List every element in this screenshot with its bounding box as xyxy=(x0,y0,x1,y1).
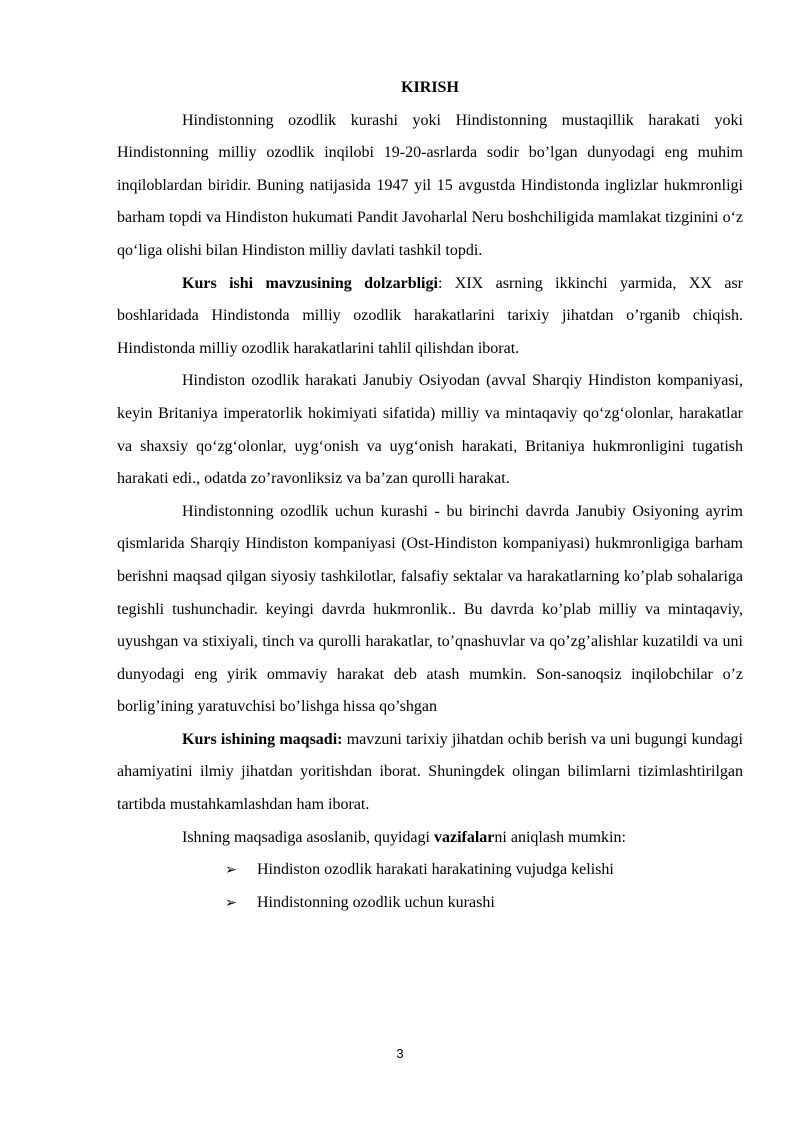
struggle-paragraph: Hindistonning ozodlik uchun kurashi - bu birinchi davrda Janubiy Osiyoning ayrim qismlarida Sharqiy Hindiston kompaniyasi (Ost-Hindiston kompaniyasi) hukmronligiga barham berishni maqsad qilgan siyosiy tashkilotlar, falsafiy sektalar va harakatlarning ko’plab sohalariga tegishli tushunchadir. keyingi davrda hukmronlik.. Bu davrda ko’plab milliy va mintaqaviy, uyushgan va stixiyali, tinch va qurolli harakatlar, to’qnashuvlar va qo’zg’alishlar kuzatildi va uni dunyodagi eng yirik ommaviy harakat deb atash mumkin. Son-sanoqsiz inqilobchilar o’z borlig’ining yaratuvchisi bo’lishga hissa qo’shgan xyxy=(117,502,743,716)
tasks-list xyxy=(117,854,743,919)
arrow-bullet-icon: ➢ xyxy=(225,862,237,879)
page-number: 3 xyxy=(396,1046,404,1061)
tasks-intro-bold: vazifalar xyxy=(433,828,495,846)
arrow-bullet-icon: ➢ xyxy=(225,894,237,911)
task-text: Hindistonning ozodlik uchun kurashi xyxy=(257,893,495,911)
section-title: KIRISH xyxy=(401,79,459,96)
relevance-text: : XIX asrning ikkinchi yarmida, XX asr boshlaridada Hindistonda milliy ozodlik harakatlarini tarixiy jihatdan o’rganib chiqish. Hindistonda milliy ozodlik harakatlarini tahlil qilishdan iborat. xyxy=(117,274,743,357)
movement-paragraph: Hindiston ozodlik harakati Janubiy Osiyodan (avval Sharqiy Hindiston kompaniyasi, keyin Britaniya imperatorlik hokimiyati sifatida) milliy va mintaqaviy qo‘zg‘olonlar, harakatlar va shaxsiy qo‘zg‘olonlar, uyg‘onish va uyg‘onish harakati, Britaniya hukmronligini tugatish harakati edi., odatda zo’ravonliksiz va ba’zan qurolli harakat. xyxy=(117,372,743,488)
tasks-intro-paragraph xyxy=(117,822,743,855)
relevance-label: Kurs ishi mavzusining dolzarbligi xyxy=(182,274,438,292)
intro-paragraph: Hindistonning ozodlik kurashi yoki Hindistonning mustaqillik harakati yoki Hindistonning milliy ozodlik inqilobi 19-20-asrlarda sodir bo’lgan dunyodagi eng muhim inqiloblardan biridir. Buning natijasida 1947 yil 15 avgustda Hindistonda inglizlar hukmronligi barham topdi va Hindiston hukumati Pandit Javoharlal Neru boshchiligida mamlakat tizginini o‘z qo‘liga olishi bilan Hindiston milliy davlati tashkil topdi. xyxy=(117,111,743,259)
task-text: Hindiston ozodlik harakati harakatining vujudga kelishi xyxy=(257,861,614,879)
goal-label: Kurs ishining maqsadi: xyxy=(182,730,343,748)
tasks-intro-after: ni aniqlash mumkin: xyxy=(494,828,626,846)
tasks-intro-before: Ishning maqsadiga asoslanib, quyidagi xyxy=(182,828,434,846)
list-item xyxy=(225,887,743,920)
relevance-paragraph xyxy=(117,268,743,366)
document-page xyxy=(117,72,743,919)
goal-paragraph xyxy=(117,724,743,822)
goal-text: mavzuni tarixiy jihatdan ochib berish va uni bugungi kundagi ahamiyatini ilmiy jihatdan yoritishdan iborat. Shuningdek olingan bilimlarni tizimlashtirilgan tartibda mustahkamlashdan ham iborat. xyxy=(117,730,743,814)
list-item xyxy=(225,854,743,887)
